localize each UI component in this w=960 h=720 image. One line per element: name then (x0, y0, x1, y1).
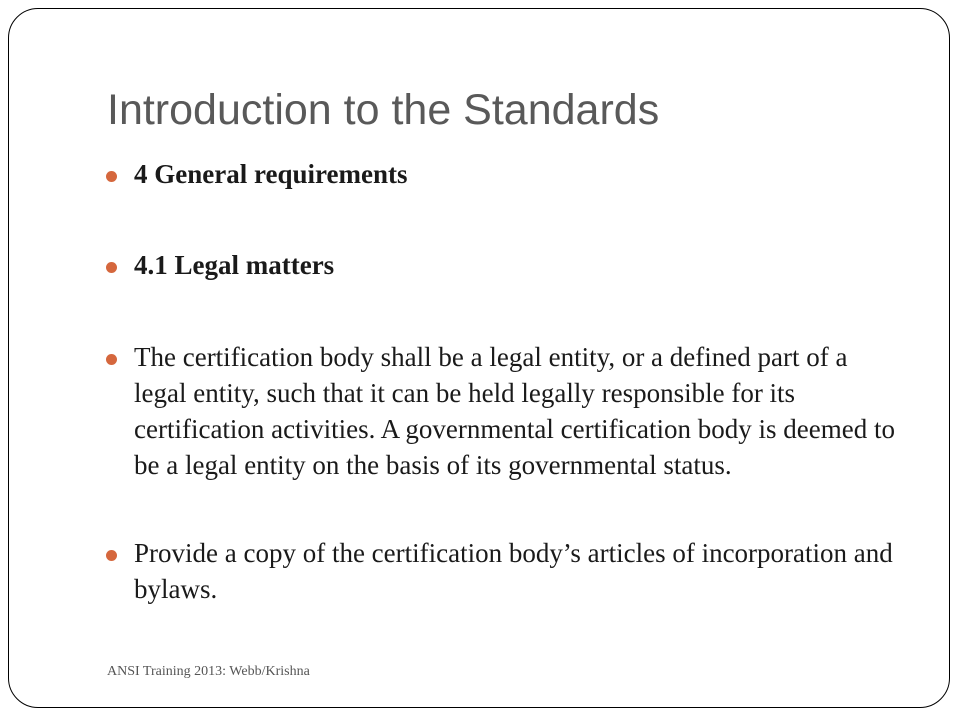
bullet-text: 4 General requirements (134, 159, 408, 189)
bullet-text: 4.1 Legal matters (134, 250, 335, 280)
bullet-item-legal-entity (106, 339, 896, 483)
bullet-item-general-requirements (106, 156, 896, 192)
bullet-dot-icon (106, 354, 117, 365)
bullet-dot-icon (106, 171, 117, 182)
slide-footer: ANSI Training 2013: Webb/Krishna (107, 664, 310, 679)
bullet-item-articles-of-incorporation (106, 535, 896, 607)
bullet-text: Provide a copy of the certification body’s articles of incorporation and bylaws. (134, 538, 893, 604)
bullet-dot-icon (106, 550, 117, 561)
bullet-text: The certification body shall be a legal entity, or a defined part of a legal entity, such that it can be held legally responsible for its certification activities. A governmental certification body is deemed to be a legal entity on the basis of its governmental status. (134, 342, 895, 480)
bullet-item-legal-matters (106, 247, 896, 283)
bullet-dot-icon (106, 262, 117, 273)
slide-title: Introduction to the Standards (107, 86, 660, 134)
